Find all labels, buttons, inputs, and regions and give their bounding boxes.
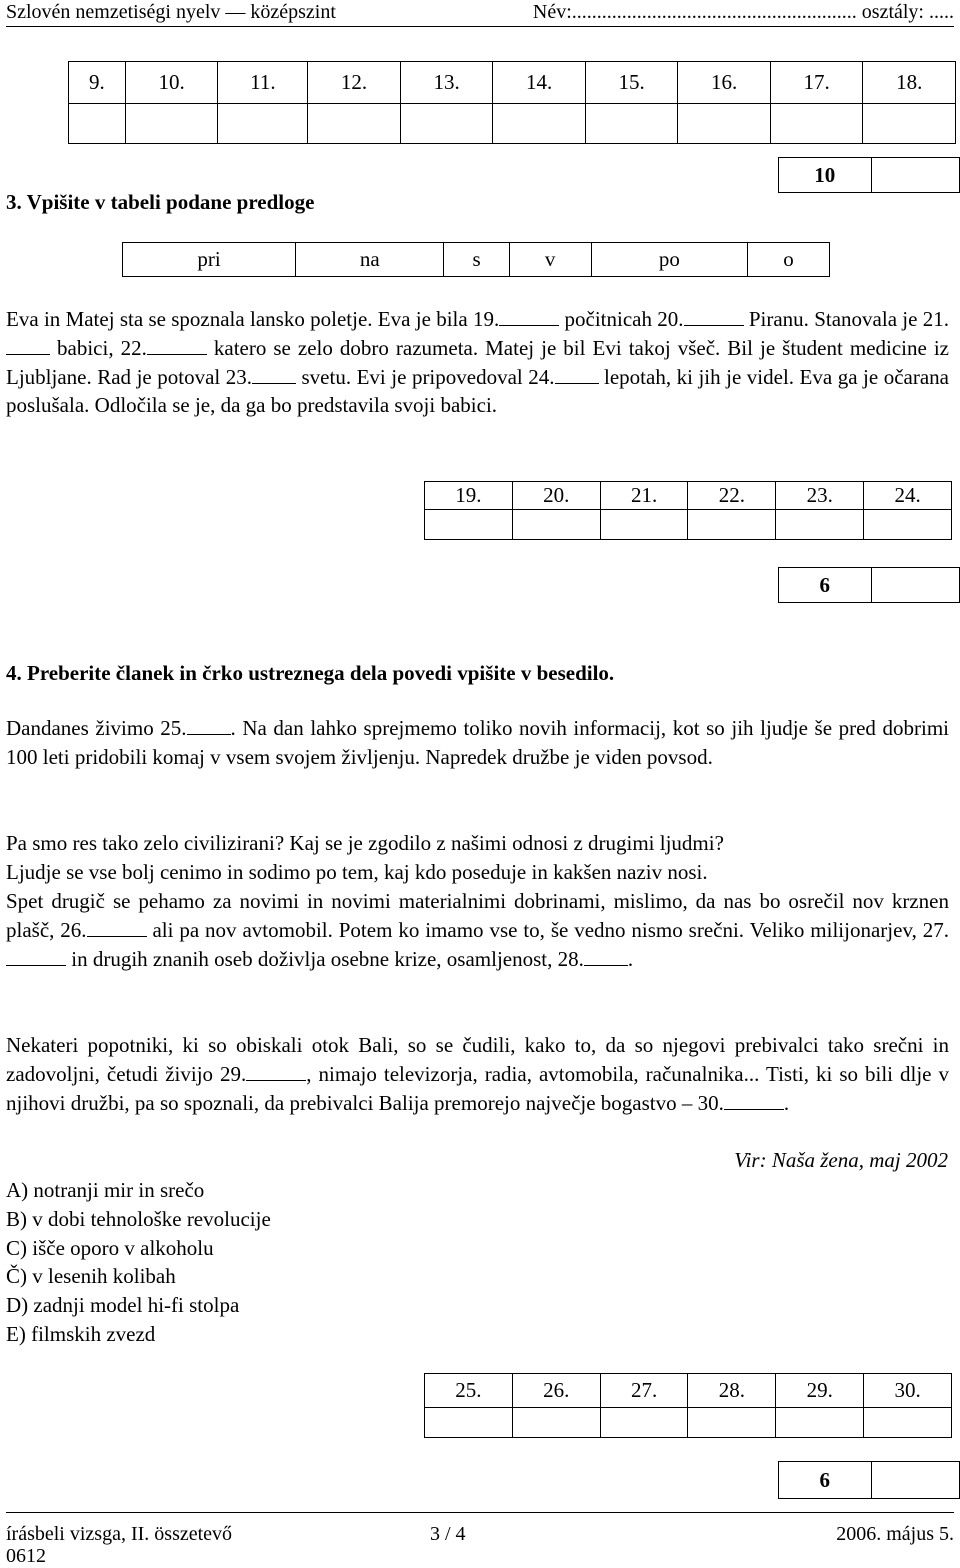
- answer-number-answer-cell[interactable]: [425, 510, 513, 540]
- footer-date: 2006. május 5.: [836, 1523, 954, 1545]
- preposition-table: [122, 242, 830, 277]
- preposition-label: na: [296, 243, 444, 277]
- answer-number-answer-cell[interactable]: [69, 104, 126, 144]
- gap-26[interactable]: [87, 917, 147, 937]
- answer-number-label: 19.: [425, 482, 513, 510]
- answer-number-answer-cell[interactable]: [688, 1408, 776, 1438]
- answer-number-label: 25.: [425, 1374, 513, 1408]
- options-list: [6, 1176, 271, 1349]
- gap-28[interactable]: [584, 946, 628, 966]
- score-max: 6: [779, 568, 872, 603]
- task4-paragraph-4: Nekateri popotniki, ki so obiskali otok Bali, so se čudili, kako to, da so njegovi prebivalci tako srečni in zadovoljni, četudi živijo 29. , nimajo televizorja, radia, avtomobila, računalnika... Tisti, ki so bili dlje v njihovi družbi, pa so spoznali, da prebivalci Balija premorejo največje bogastvo – 30. .: [6, 1033, 949, 1115]
- preposition-label: o: [748, 243, 830, 277]
- gap-29[interactable]: [246, 1061, 306, 1081]
- answer-number-answer-cell[interactable]: [776, 510, 864, 540]
- answer-number-label: 21.: [600, 482, 688, 510]
- score-box-task3: [778, 157, 960, 193]
- header-subject: Szlovén nemzetiségi nyelv — középszint: [6, 1, 336, 23]
- option-item: B) v dobi tehnološke revolucije: [6, 1206, 271, 1231]
- answer-number-answer-cell[interactable]: [585, 104, 678, 144]
- task3-text: Eva in Matej sta se spoznala lansko poletje. Eva je bila 19. počitnicah 20. Piranu. Stanovala je 21. babici, 22. katero se zelo dobro razumeta. Matej je bil Evi takoj všeč. Bil je študent medicine iz Ljubljane. Rad je potoval 23. svetu. Evi je pripovedoval 24. lepotah, ki jih je videl. Eva ga je očarana poslušala. Odločila se je, da ga bo predstavila svoji babici.: [6, 307, 950, 418]
- preposition-label: s: [444, 243, 509, 277]
- answer-number-label: 28.: [688, 1374, 776, 1408]
- gap-22[interactable]: [147, 335, 207, 355]
- answer-number-label: 16.: [678, 62, 771, 104]
- answer-number-label: 22.: [688, 482, 776, 510]
- answer-number-label: 23.: [776, 482, 864, 510]
- preposition-label: po: [591, 243, 748, 277]
- answer-number-answer-cell[interactable]: [218, 104, 308, 144]
- gap-19[interactable]: [499, 306, 559, 326]
- task4-paragraph-3: Spet drugič se pehamo za novimi in novimi materialnimi dobrinami, mislimo, da nas bo osrečil nov krznen plašč, 26. ali pa nov avtomobil. Potem ko imamo vse to, še vedno nismo srečni. Veliko milijonarjev, 27. in drugih znanih oseb doživlja osebne krize, osamljenost, 28. .: [6, 889, 949, 971]
- answer-number-label: 18.: [863, 62, 956, 104]
- answer-number-answer-cell[interactable]: [776, 1408, 864, 1438]
- score-max: 6: [779, 1462, 872, 1499]
- answer-table-25-30: [424, 1373, 952, 1438]
- answer-number-label: 11.: [218, 62, 308, 104]
- answer-number-answer-cell[interactable]: [425, 1408, 513, 1438]
- option-item: Č) v lesenih kolibah: [6, 1264, 176, 1289]
- answer-number-label: 29.: [776, 1374, 864, 1408]
- page-footer: [6, 1522, 954, 1546]
- footer-page: 3 / 4: [430, 1523, 466, 1545]
- answer-number-answer-cell[interactable]: [125, 104, 218, 144]
- answer-number-answer-cell[interactable]: [770, 104, 863, 144]
- gap-24[interactable]: [555, 364, 599, 384]
- page-header: [6, 0, 954, 27]
- gap-30[interactable]: [724, 1090, 784, 1110]
- answer-table-9-18: [68, 61, 956, 144]
- answer-number-answer-cell[interactable]: [678, 104, 771, 144]
- answer-number-label: 20.: [512, 482, 600, 510]
- option-item: C) išče oporo v alkoholu: [6, 1235, 214, 1260]
- answer-number-label: 27.: [600, 1374, 688, 1408]
- answer-number-answer-cell[interactable]: [863, 104, 956, 144]
- gap-27[interactable]: [6, 946, 66, 966]
- answer-number-answer-cell[interactable]: [493, 104, 586, 144]
- task3-title: 3. Vpišite v tabeli podane predloge: [6, 190, 315, 214]
- answer-number-label: 10.: [125, 62, 218, 104]
- option-item: A) notranji mir in srečo: [6, 1178, 205, 1202]
- answer-number-label: 12.: [308, 62, 401, 104]
- answer-number-answer-cell[interactable]: [688, 510, 776, 540]
- score-field[interactable]: [871, 158, 959, 193]
- score-field[interactable]: [871, 1462, 959, 1499]
- gap-20[interactable]: [684, 306, 744, 326]
- answer-number-label: 17.: [770, 62, 863, 104]
- answer-number-answer-cell[interactable]: [864, 1408, 952, 1438]
- answer-number-answer-cell[interactable]: [308, 104, 401, 144]
- answer-number-label: 30.: [864, 1374, 952, 1408]
- task4-paragraph-2: Pa smo res tako zelo civilizirani? Kaj se je zgodilo z našimi odnosi z drugimi ljudmi? Ljudje se vse bolj cenimo in sodimo po tem, kaj kdo poseduje in kakšen naziv nosi.: [6, 831, 724, 884]
- answer-number-label: 13.: [400, 62, 493, 104]
- answer-number-answer-cell[interactable]: [512, 510, 600, 540]
- task4-title: 4. Preberite članek in črko ustreznega dela povedi vpišite v besedilo.: [6, 661, 615, 685]
- article-source: Vir: Naša žena, maj 2002: [734, 1148, 948, 1172]
- score-field[interactable]: [871, 568, 959, 603]
- answer-number-answer-cell[interactable]: [400, 104, 493, 144]
- footer-code: 0612: [6, 1545, 46, 1567]
- answer-number-label: 24.: [864, 482, 952, 510]
- preposition-label: v: [509, 243, 591, 277]
- score-box-task4: [778, 567, 960, 603]
- gap-25[interactable]: [187, 715, 231, 735]
- task4-paragraph-1: Dandanes živimo 25. . Na dan lahko sprejmemo toliko novih informacij, kot so jih ljudje še pred dobrimi 100 leti pridobili komaj v vsem svojem življenju. Napredek družbe je viden povsod.: [6, 716, 949, 769]
- answer-number-label: 9.: [69, 62, 126, 104]
- option-item: E) filmskih zvezd: [6, 1321, 156, 1346]
- answer-number-answer-cell[interactable]: [512, 1408, 600, 1438]
- answer-number-answer-cell[interactable]: [864, 510, 952, 540]
- option-item: D) zadnji model hi-fi stolpa: [6, 1293, 240, 1318]
- answer-number-label: 26.: [512, 1374, 600, 1408]
- answer-number-answer-cell[interactable]: [600, 510, 688, 540]
- preposition-label: pri: [123, 243, 296, 277]
- gap-21[interactable]: [6, 335, 50, 355]
- header-name-class: Név:......................................................... osztály: .....: [532, 1, 954, 23]
- score-box-task4-final: [778, 1461, 960, 1499]
- footer-exam: írásbeli vizsga, II. összetevő: [6, 1523, 233, 1545]
- answer-number-answer-cell[interactable]: [600, 1408, 688, 1438]
- gap-23[interactable]: [252, 364, 296, 384]
- score-max: 10: [779, 158, 872, 193]
- answer-number-label: 14.: [493, 62, 586, 104]
- answer-number-label: 15.: [585, 62, 678, 104]
- footer-rule: [6, 1512, 954, 1513]
- answer-table-19-24: [424, 481, 952, 540]
